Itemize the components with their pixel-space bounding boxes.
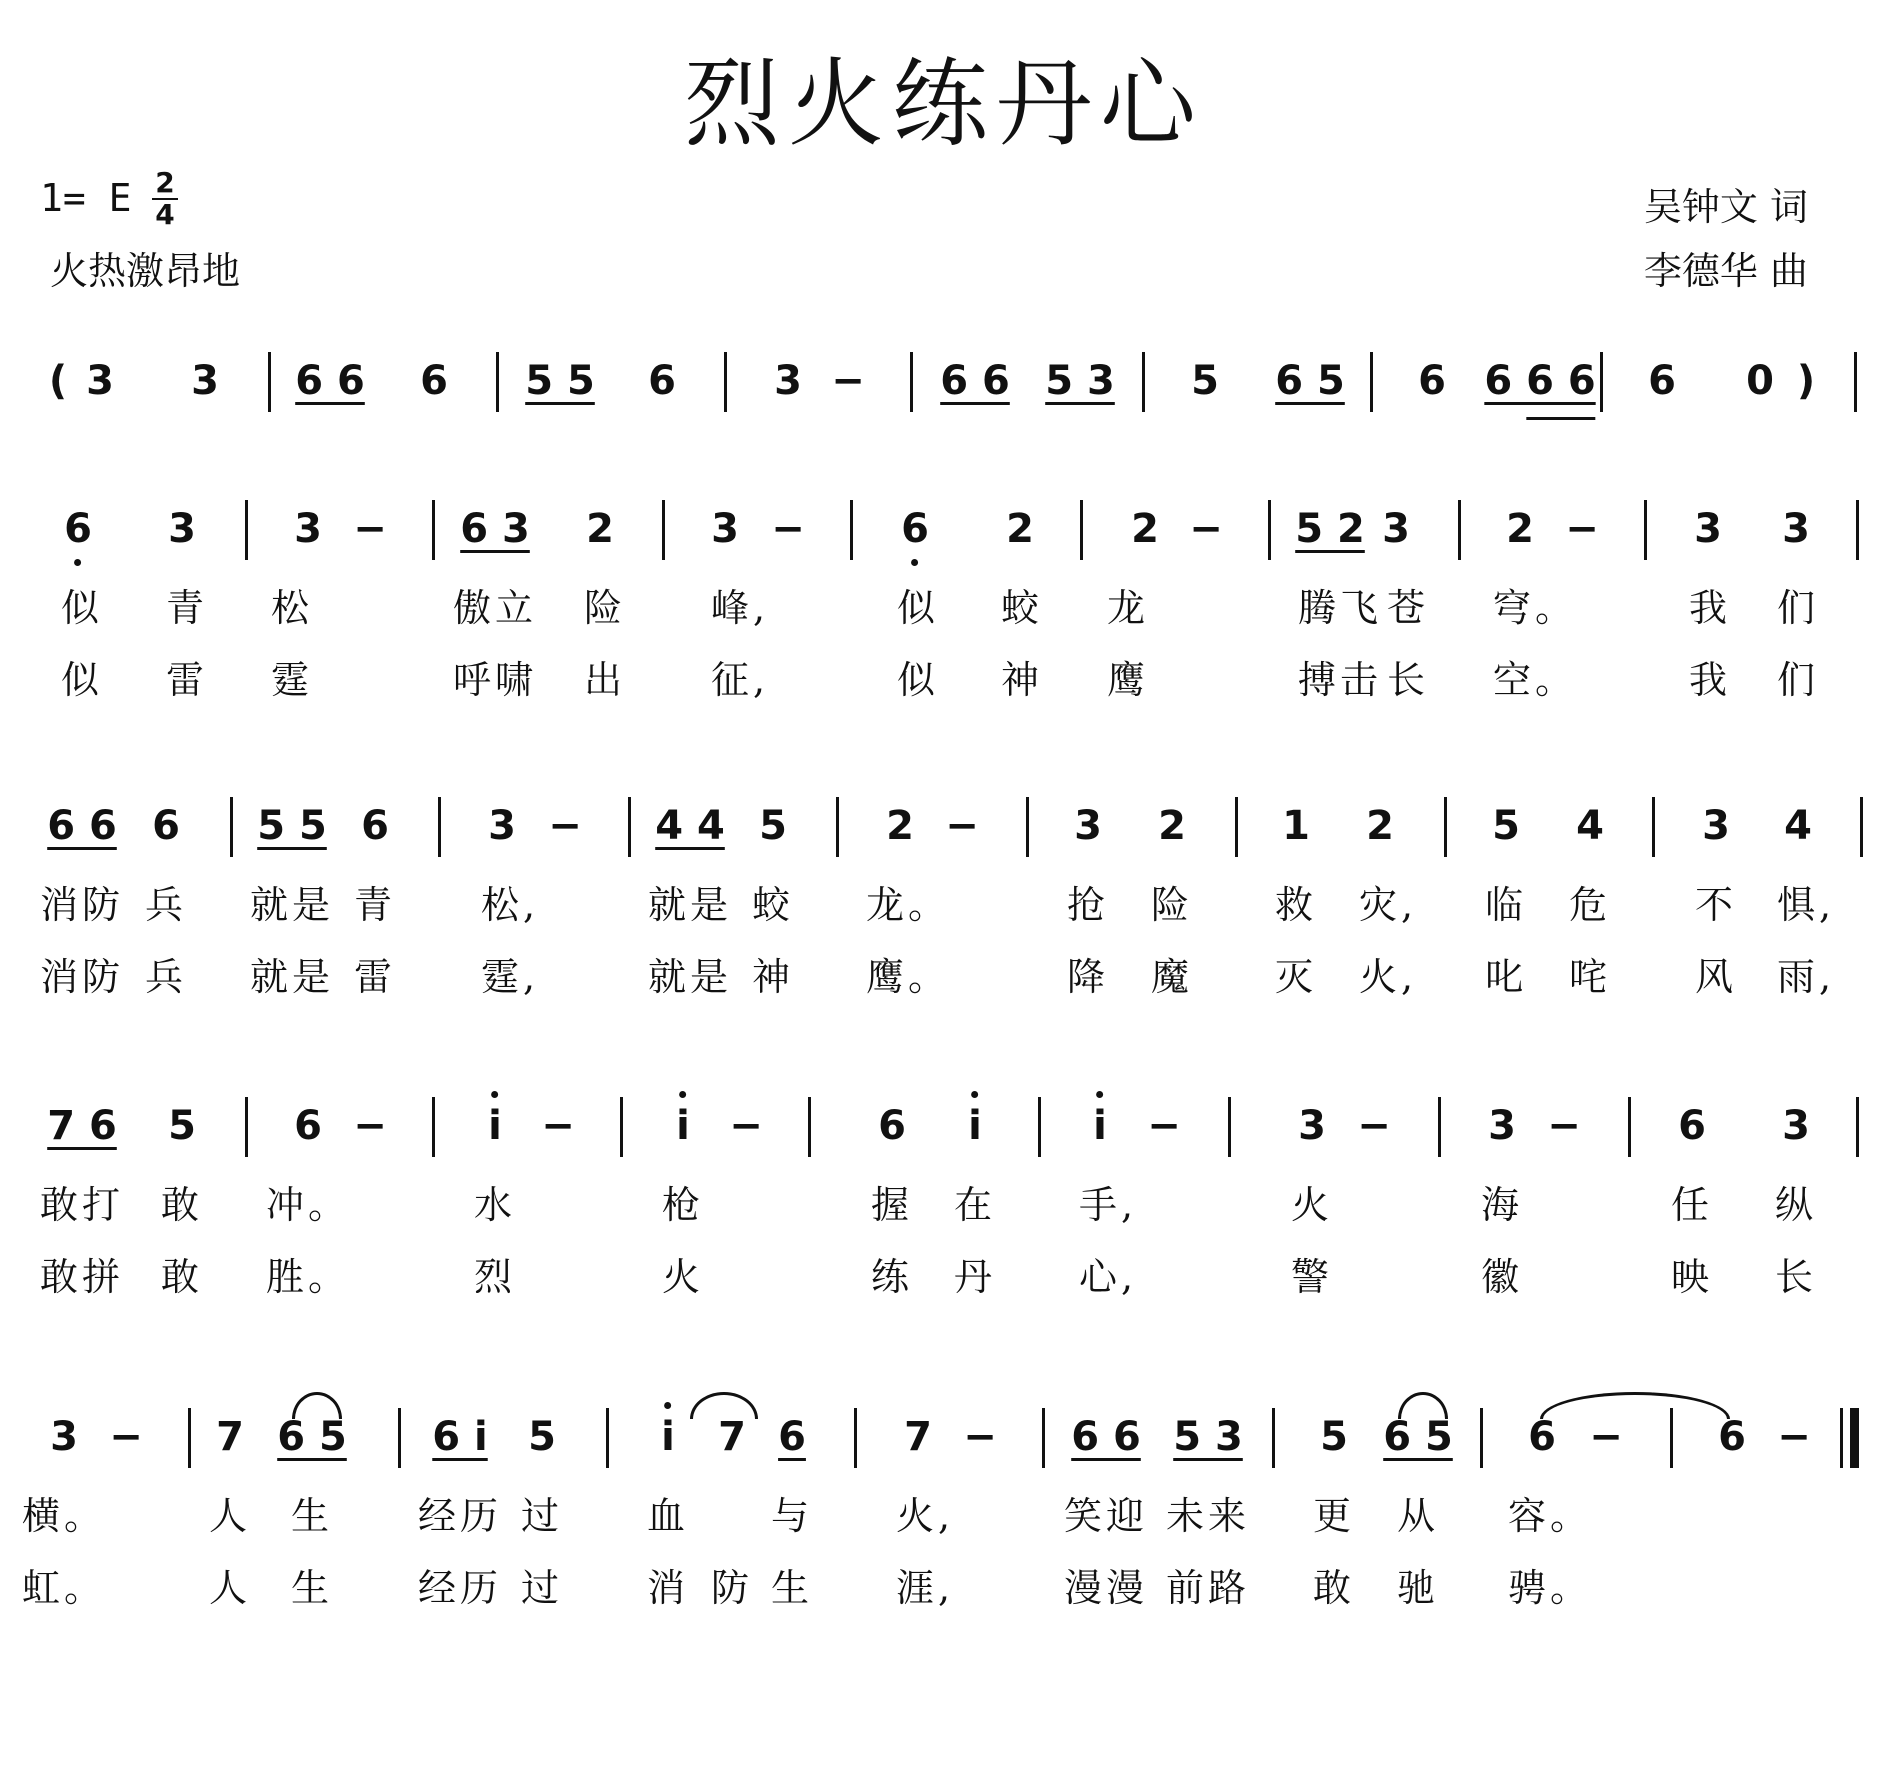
- lyric: 敢: [1312, 1566, 1356, 1610]
- bar-line: [808, 1097, 811, 1157]
- note-group: 6 6 6: [1484, 354, 1595, 408]
- bar-line: [1644, 500, 1647, 560]
- lyric: 兵: [144, 883, 188, 927]
- bar-line: [268, 352, 271, 412]
- notation-line: [40, 340, 1860, 430]
- lyrics-verse-1: [40, 875, 1860, 947]
- note: 7: [718, 1414, 746, 1460]
- lyric: 生: [290, 1566, 334, 1610]
- note: 3: [1488, 1103, 1516, 1149]
- note: 5: [168, 1103, 196, 1149]
- lyric: 似: [60, 658, 104, 702]
- lyric: 消防: [39, 955, 125, 999]
- note: 4: [1576, 803, 1604, 849]
- lyric: 鹰: [1106, 658, 1150, 702]
- lyric: 水: [473, 1183, 517, 1227]
- lyric: 似: [896, 586, 940, 630]
- lyric: 就是: [249, 955, 335, 999]
- lyric: 蛟: [1000, 586, 1044, 630]
- lyric: 灾,: [1358, 883, 1418, 927]
- lyric: 蛟: [751, 883, 795, 927]
- final-barline-thick: [1850, 1408, 1859, 1468]
- note: 2: [1158, 803, 1186, 849]
- bar-line: [850, 500, 853, 560]
- lyrics-verse-2: [40, 650, 1860, 722]
- lyric: 胜。: [265, 1255, 351, 1299]
- dash: −: [831, 358, 865, 404]
- bar-line: [1856, 1097, 1859, 1157]
- lyric: 心,: [1078, 1255, 1138, 1299]
- score-system-2: [40, 488, 1860, 722]
- lyrics-verse-2: [21, 1558, 1860, 1630]
- lyric: 松: [270, 586, 314, 630]
- note-group: 5 5: [525, 358, 595, 404]
- lyric: 纵: [1774, 1183, 1818, 1227]
- bar-line: [1670, 1408, 1673, 1468]
- lyrics-verse-2: [40, 1247, 1860, 1319]
- lyric: 灭: [1274, 955, 1318, 999]
- bar-line: [620, 1097, 623, 1157]
- note: 6: [778, 1414, 806, 1460]
- note: 6: [420, 358, 448, 404]
- bar-line: [628, 797, 631, 857]
- lyric: 神: [1000, 658, 1044, 702]
- lyric: 就是: [647, 955, 733, 999]
- dash: −: [541, 1103, 575, 1149]
- bar-line: [910, 352, 913, 412]
- note: 3: [1782, 1103, 1810, 1149]
- note: 3: [488, 803, 516, 849]
- lyric: 我: [1688, 586, 1732, 630]
- note: 6: [648, 358, 676, 404]
- note-high: i: [968, 1099, 982, 1153]
- note-high: i: [661, 1410, 675, 1464]
- lyric: 青: [353, 883, 397, 927]
- lyric: 危: [1568, 883, 1612, 927]
- lyric: 漫漫: [1063, 1566, 1149, 1610]
- bar-line: [230, 797, 233, 857]
- note: 3: [1694, 506, 1722, 552]
- dash: −: [1357, 1103, 1391, 1149]
- lyric: 穹。: [1492, 586, 1578, 630]
- dash: −: [771, 506, 805, 552]
- note: 2: [1131, 506, 1159, 552]
- lyric: 出: [583, 658, 627, 702]
- lyric: 火,: [1358, 955, 1418, 999]
- lyric: 生: [290, 1494, 334, 1538]
- open-paren: (: [48, 358, 68, 404]
- note-group: 7 6: [47, 1103, 117, 1149]
- lyrics-verse-2: [40, 947, 1860, 1019]
- notation-line: [40, 1396, 1860, 1486]
- note: 7: [216, 1414, 244, 1460]
- dash: −: [1547, 1103, 1581, 1149]
- lyric: 抢: [1066, 883, 1110, 927]
- bar-line: [1628, 1097, 1631, 1157]
- dash: −: [548, 803, 582, 849]
- lyric: 过: [520, 1566, 564, 1610]
- lyric: 过: [520, 1494, 564, 1538]
- lyric: 涯,: [895, 1566, 955, 1610]
- lyric: 人: [208, 1494, 252, 1538]
- bar-line: [1860, 797, 1863, 857]
- note: 2: [1006, 506, 1034, 552]
- lyric: 任: [1670, 1183, 1714, 1227]
- lyric: 未来: [1165, 1494, 1251, 1538]
- bar-line: [1854, 352, 1857, 412]
- bar-line: [1026, 797, 1029, 857]
- bar-line: [1600, 352, 1603, 412]
- lyric: 不: [1694, 883, 1738, 927]
- lyric: 火: [661, 1255, 705, 1299]
- bar-line: [1268, 500, 1271, 560]
- note-group: 6 6: [1071, 1414, 1141, 1460]
- note: 5: [1492, 803, 1520, 849]
- dash: −: [1565, 506, 1599, 552]
- dash: −: [1147, 1103, 1181, 1149]
- note: 3: [1382, 506, 1410, 552]
- lyric: 骋。: [1507, 1566, 1593, 1610]
- note-group: 5 2: [1295, 506, 1365, 552]
- composer-credit: 李德华 曲: [1643, 249, 1808, 293]
- lyric: 苍: [1386, 586, 1430, 630]
- tempo-marking: 火热激昂地: [50, 249, 241, 293]
- note: 3: [1782, 506, 1810, 552]
- bar-line: [438, 797, 441, 857]
- lyric: 神: [751, 955, 795, 999]
- note-group: 5 5: [257, 803, 327, 849]
- note-high: i: [488, 1099, 502, 1153]
- lyric: 我: [1688, 658, 1732, 702]
- lyric: 练: [870, 1255, 914, 1299]
- lyric: 经历: [417, 1494, 503, 1538]
- lyric: 们: [1776, 658, 1820, 702]
- lyric: 咤: [1568, 955, 1612, 999]
- note: 3: [1702, 803, 1730, 849]
- bar-line: [496, 352, 499, 412]
- note: 6: [878, 1103, 906, 1149]
- time-signature: [152, 168, 178, 230]
- note: 6: [1418, 358, 1446, 404]
- score-system-4: [40, 1085, 1860, 1319]
- lyric: 徽: [1480, 1255, 1524, 1299]
- lyric: 人: [208, 1566, 252, 1610]
- lyric: 似: [896, 658, 940, 702]
- bar-line: [606, 1408, 609, 1468]
- note: 5: [1320, 1414, 1348, 1460]
- lyric: 敢打: [39, 1183, 125, 1227]
- note: 3: [294, 506, 322, 552]
- bar-line: [724, 352, 727, 412]
- note: 6: [294, 1103, 322, 1149]
- note-group: 4 4: [655, 803, 725, 849]
- dash: −: [963, 1414, 997, 1460]
- time-signature-bottom: 4: [155, 198, 175, 231]
- bar-line: [1042, 1408, 1045, 1468]
- score-system-3: [40, 785, 1860, 1019]
- note-group: 6 6: [940, 358, 1010, 404]
- lyric: 救: [1274, 883, 1318, 927]
- note-group: 6 5: [277, 1414, 347, 1460]
- rest: 0: [1746, 358, 1774, 404]
- note: 3: [50, 1414, 78, 1460]
- lyric: 生: [770, 1566, 814, 1610]
- dash: −: [353, 506, 387, 552]
- lyric: 霆,: [480, 955, 540, 999]
- bar-line: [1228, 1097, 1231, 1157]
- lyric: 鹰。: [865, 955, 951, 999]
- note-group: 5 3: [1173, 1414, 1243, 1460]
- lyric: 惧,: [1776, 883, 1836, 927]
- lyric: 险: [583, 586, 627, 630]
- lyric: 降: [1066, 955, 1110, 999]
- lyric: 临: [1484, 883, 1528, 927]
- note: 6: [1678, 1103, 1706, 1149]
- lyric: 横。: [21, 1494, 107, 1538]
- lyric: 手,: [1078, 1183, 1138, 1227]
- bar-line: [662, 500, 665, 560]
- lyric: 雷: [353, 955, 397, 999]
- lyric: 魔: [1150, 955, 1194, 999]
- lyric: 虹。: [21, 1566, 107, 1610]
- bar-line: [1444, 797, 1447, 857]
- note-low: 6: [901, 502, 929, 556]
- note: 1: [1282, 803, 1310, 849]
- lyric: 青: [165, 586, 209, 630]
- score-system-5: [21, 1396, 1860, 1630]
- note: 4: [1784, 803, 1812, 849]
- bar-line: [1480, 1408, 1483, 1468]
- notation-line: [40, 488, 1860, 578]
- bar-line: [854, 1408, 857, 1468]
- lyric: 驰: [1396, 1566, 1440, 1610]
- bar-line: [1142, 352, 1145, 412]
- lyric: 经历: [417, 1566, 503, 1610]
- lyric: 消防: [39, 883, 125, 927]
- note-group: 6 3: [460, 506, 530, 552]
- lyric: 龙。: [865, 883, 951, 927]
- note: 2: [586, 506, 614, 552]
- bar-line: [398, 1408, 401, 1468]
- bar-line: [432, 500, 435, 560]
- bar-line: [1038, 1097, 1041, 1157]
- lyric: 龙: [1106, 586, 1150, 630]
- note-group: 6 6: [47, 803, 117, 849]
- dash: −: [109, 1414, 143, 1460]
- slur: [292, 1392, 342, 1419]
- lyric: 更: [1312, 1494, 1356, 1538]
- note: 3: [1298, 1103, 1326, 1149]
- lyric: 火,: [895, 1494, 955, 1538]
- lyric: 腾飞: [1297, 586, 1383, 630]
- bar-line: [245, 1097, 248, 1157]
- key-signature: 1= E: [40, 176, 132, 220]
- bar-line: [1080, 500, 1083, 560]
- tie: [1540, 1392, 1730, 1419]
- lyric: 们: [1776, 586, 1820, 630]
- bar-line: [836, 797, 839, 857]
- dash: −: [1589, 1414, 1623, 1460]
- dash: −: [1777, 1414, 1811, 1460]
- lyric: 消: [646, 1566, 690, 1610]
- note: 6: [361, 803, 389, 849]
- notation-line: [40, 1085, 1860, 1175]
- note-group: 5 3: [1045, 358, 1115, 404]
- lyric: 兵: [144, 955, 188, 999]
- note: 6: [1718, 1414, 1746, 1460]
- note: 3: [86, 358, 114, 404]
- dash: −: [353, 1103, 387, 1149]
- lyric: 松,: [480, 883, 540, 927]
- note: 6: [1648, 358, 1676, 404]
- lyric: 敢: [160, 1255, 204, 1299]
- lyric: 枪: [661, 1183, 705, 1227]
- lyric: 血: [646, 1494, 690, 1538]
- note: 3: [774, 358, 802, 404]
- dash: −: [729, 1103, 763, 1149]
- lyric: 霆: [270, 658, 314, 702]
- lyric: 烈: [473, 1255, 517, 1299]
- bar-line: [432, 1097, 435, 1157]
- bar-line: [1235, 797, 1238, 857]
- lyric: 傲立: [452, 586, 538, 630]
- note: 5: [528, 1414, 556, 1460]
- note-group: 6 5: [1383, 1414, 1453, 1460]
- lyric: 就是: [647, 883, 733, 927]
- note: 5: [1191, 358, 1219, 404]
- lyric: 防: [710, 1566, 754, 1610]
- lyric: 映: [1670, 1255, 1714, 1299]
- slur: [1398, 1392, 1448, 1419]
- note: 2: [886, 803, 914, 849]
- lyrics-verse-1: [21, 1486, 1860, 1558]
- lyricist-credit: 吴钟文 词: [1643, 185, 1808, 229]
- lyric: 冲。: [265, 1183, 351, 1227]
- lyric: 敢: [160, 1183, 204, 1227]
- note: 3: [711, 506, 739, 552]
- lyric: 似: [60, 586, 104, 630]
- note-group: 6 5: [1275, 358, 1345, 404]
- note-high: i: [1093, 1099, 1107, 1153]
- song-title: 烈火练丹心: [684, 48, 1204, 160]
- note: 3: [1074, 803, 1102, 849]
- bar-line: [1370, 352, 1373, 412]
- note-high: i: [676, 1099, 690, 1153]
- lyric: 敢拼: [39, 1255, 125, 1299]
- lyric: 长: [1774, 1255, 1818, 1299]
- lyric: 在: [953, 1183, 997, 1227]
- time-signature-top: 2: [152, 168, 178, 200]
- note: 3: [191, 358, 219, 404]
- bar-line: [1856, 500, 1859, 560]
- lyric: 雷: [165, 658, 209, 702]
- note: 6: [1528, 1414, 1556, 1460]
- close-paren: ): [1796, 358, 1816, 404]
- double-underline: [1526, 417, 1595, 420]
- bar-line: [188, 1408, 191, 1468]
- lyrics-verse-1: [40, 578, 1860, 650]
- bar-line: [245, 500, 248, 560]
- note: 2: [1366, 803, 1394, 849]
- lyric: 就是: [249, 883, 335, 927]
- note-low: 6: [64, 502, 92, 556]
- note: 3: [168, 506, 196, 552]
- lyric: 搏击: [1297, 658, 1383, 702]
- lyric: 笑迎: [1063, 1494, 1149, 1538]
- note: 5: [759, 803, 787, 849]
- lyric: 叱: [1484, 955, 1528, 999]
- lyric: 风: [1694, 955, 1738, 999]
- bar-line: [1272, 1408, 1275, 1468]
- bar-line: [1438, 1097, 1441, 1157]
- lyric: 容。: [1507, 1494, 1593, 1538]
- lyric: 握: [870, 1183, 914, 1227]
- final-barline-thin: [1840, 1408, 1843, 1468]
- note: 6: [152, 803, 180, 849]
- lyric: 长: [1386, 658, 1430, 702]
- note-group: 6 6: [295, 358, 365, 404]
- dash: −: [1189, 506, 1223, 552]
- lyric: 险: [1150, 883, 1194, 927]
- lyric: 空。: [1492, 658, 1578, 702]
- lyric: 从: [1396, 1494, 1440, 1538]
- lyric: 丹: [953, 1255, 997, 1299]
- dash: −: [945, 803, 979, 849]
- lyric: 前路: [1165, 1566, 1251, 1610]
- lyric: 海: [1480, 1183, 1524, 1227]
- lyric: 与: [770, 1494, 814, 1538]
- lyric: 警: [1290, 1255, 1334, 1299]
- lyrics-verse-1: [40, 1175, 1860, 1247]
- score-system-1: [40, 340, 1860, 430]
- note: 7: [904, 1414, 932, 1460]
- notation-line: [40, 785, 1860, 875]
- note-group: 6 i: [432, 1414, 488, 1460]
- lyric: 呼啸: [452, 658, 538, 702]
- lyric: 火: [1290, 1183, 1334, 1227]
- note: 2: [1506, 506, 1534, 552]
- lyric: 征,: [710, 658, 770, 702]
- lyric: 雨,: [1776, 955, 1836, 999]
- bar-line: [1458, 500, 1461, 560]
- bar-line: [1652, 797, 1655, 857]
- lyric: 峰,: [710, 586, 770, 630]
